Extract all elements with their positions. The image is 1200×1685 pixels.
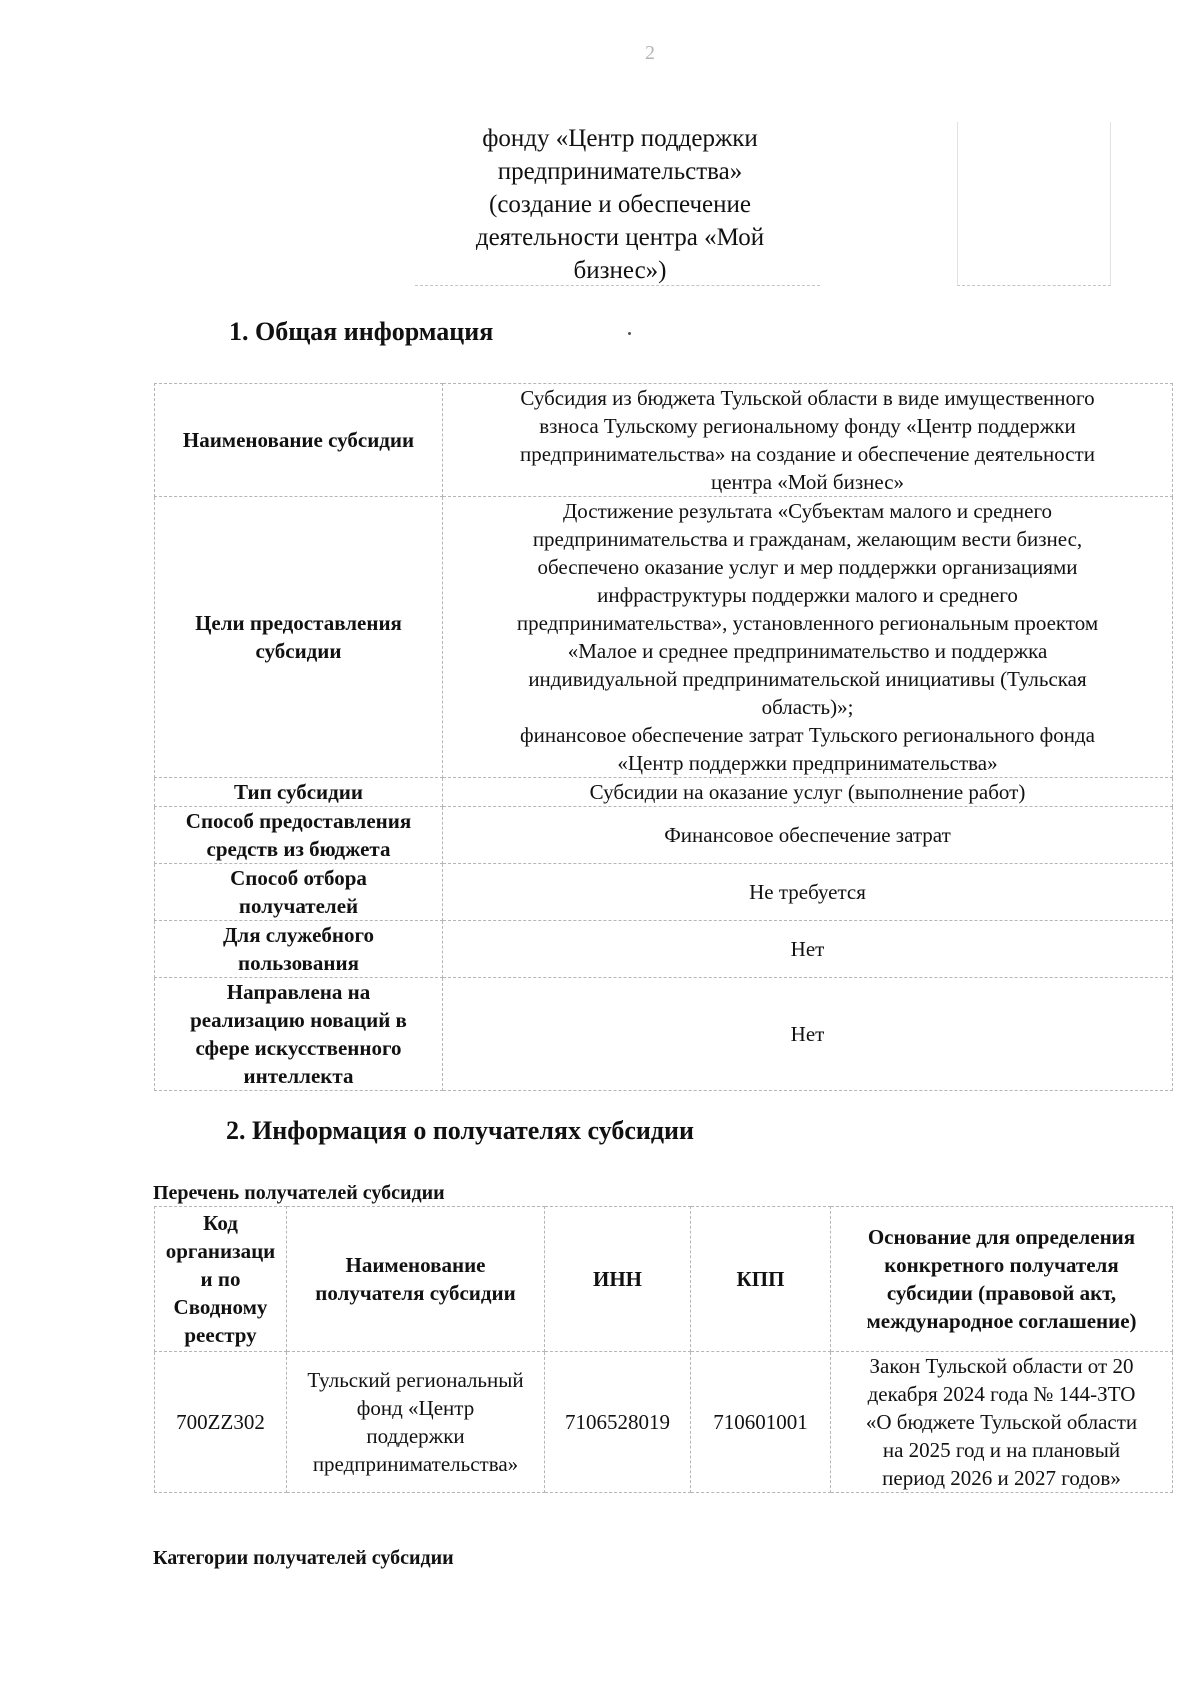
recipients-list-title: Перечень получателей субсидии: [153, 1182, 445, 1204]
info-value: Нет: [443, 921, 1173, 978]
info-row-official-use: [155, 921, 1173, 978]
info-label: Наименование субсидии: [155, 384, 443, 497]
column-header-inn: ИНН: [545, 1207, 691, 1352]
column-header-basis: Основание для определения конкретного получателя субсидии (правовой акт, международное соглашение): [831, 1207, 1173, 1352]
info-value: Достижение результата «Субъектам малого и среднего предпринимательства и гражданам, желающим вести бизнес, обеспечено оказание услуг и мер поддержки организациями инфраструктуры поддержки малого и среднего предпринимательства», установленного региональным проектом «Малое и среднее предпринимательство и поддержка индивидуальной предпринимательской инициативы (Тульская область)»; финансовое обеспечение затрат Тульского регионального фонда «Центр поддержки предпринимательства»: [443, 497, 1173, 778]
recipient-inn: 7106528019: [545, 1352, 691, 1493]
recipient-name: Тульский региональный фонд «Центр поддержки предпринимательства»: [287, 1352, 545, 1493]
info-value: Субсидия из бюджета Тульской области в виде имущественного взноса Тульскому региональному фонду «Центр поддержки предпринимательства» на создание и обеспечение деятельности центра «Мой бизнес»: [443, 384, 1173, 497]
recipient-categories-title: Категории получателей субсидии: [153, 1547, 454, 1569]
header-underline: [415, 285, 820, 286]
recipient-basis: Закон Тульской области от 20 декабря 2024 года № 144-ЗТО «О бюджете Тульской области на 2025 год и на плановый период 2026 и 2027 годов»: [831, 1352, 1173, 1493]
recipient-kpp: 710601001: [691, 1352, 831, 1493]
scan-dot: [628, 332, 631, 335]
info-label: Способ предоставления средств из бюджета: [155, 807, 443, 864]
column-header-name: Наименование получателя субсидии: [287, 1207, 545, 1352]
section-2-heading: 2. Информация о получателях субсидии: [226, 1116, 694, 1145]
column-header-code: Код организаци и по Сводному реестру: [155, 1207, 287, 1352]
recipients-table: [154, 1206, 1173, 1493]
info-value: Финансовое обеспечение затрат: [443, 807, 1173, 864]
info-value: Не требуется: [443, 864, 1173, 921]
document-header-title: фонду «Центр поддержки предпринимательства» (создание и обеспечение деятельности центра «Мой бизнес»): [475, 125, 765, 284]
info-label: Тип субсидии: [155, 778, 443, 807]
info-row-goals: [155, 497, 1173, 778]
info-label: Цели предоставления субсидии: [155, 497, 443, 778]
info-row-subsidy-name: [155, 384, 1173, 497]
info-row-ai-innovation: [155, 978, 1173, 1091]
info-row-selection-method: [155, 864, 1173, 921]
column-header-kpp: КПП: [691, 1207, 831, 1352]
info-row-provision-method: [155, 807, 1173, 864]
info-label: Для служебного пользования: [155, 921, 443, 978]
general-info-table: [154, 383, 1173, 1091]
page-number: 2: [645, 42, 655, 64]
header-side-box: [957, 122, 1111, 286]
info-label: Способ отбора получателей: [155, 864, 443, 921]
section-1-heading: 1. Общая информация: [229, 317, 494, 346]
info-label: Направлена на реализацию новаций в сфере искусственного интеллекта: [155, 978, 443, 1091]
recipients-header-row: [155, 1207, 1173, 1352]
table-row: [155, 1352, 1173, 1493]
info-value: Нет: [443, 978, 1173, 1091]
info-row-type: [155, 778, 1173, 807]
info-value: Субсидии на оказание услуг (выполнение работ): [443, 778, 1173, 807]
recipient-code: 700ZZ302: [155, 1352, 287, 1493]
